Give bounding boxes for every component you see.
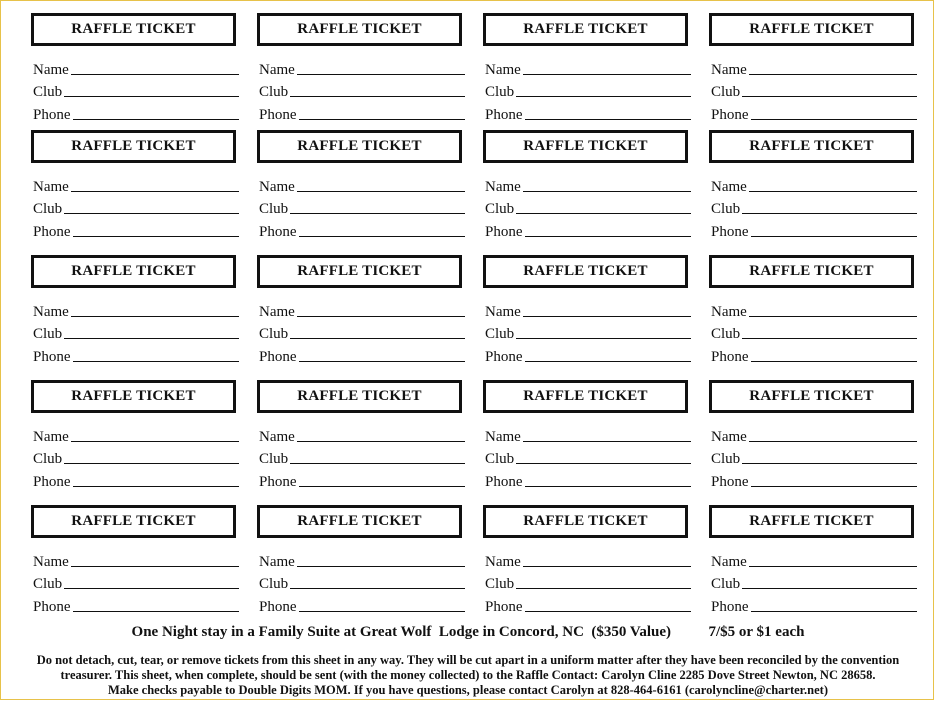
field-label: Name — [485, 554, 521, 570]
ticket-field-club[interactable] — [711, 198, 917, 218]
field-label: Name — [259, 304, 295, 320]
field-label: Club — [259, 201, 289, 217]
ticket-field-phone[interactable] — [711, 221, 917, 241]
raffle-ticket — [31, 13, 241, 125]
ticket-field-name[interactable] — [711, 176, 917, 196]
ticket-field-club[interactable] — [485, 448, 691, 468]
ticket-field-phone[interactable] — [485, 221, 691, 241]
ticket-field-name[interactable] — [485, 551, 691, 571]
field-label: Club — [711, 201, 741, 217]
field-label: Phone — [259, 224, 297, 240]
ticket-field-name[interactable] — [33, 176, 239, 196]
ticket-field-name[interactable] — [485, 176, 691, 196]
field-label: Name — [33, 429, 69, 445]
write-in-line[interactable] — [64, 463, 239, 464]
write-in-line[interactable] — [290, 96, 465, 97]
ticket-field-club[interactable] — [485, 323, 691, 343]
write-in-line[interactable] — [523, 191, 691, 192]
field-label: Club — [33, 576, 63, 592]
write-in-line[interactable] — [290, 213, 465, 214]
field-label: Phone — [711, 107, 749, 123]
ticket-title: RAFFLE TICKET — [31, 13, 236, 46]
write-in-line[interactable] — [751, 486, 918, 487]
ticket-field-phone[interactable] — [711, 346, 917, 366]
field-label: Club — [485, 84, 515, 100]
field-label: Name — [711, 179, 747, 195]
field-label: Phone — [485, 349, 523, 365]
ticket-field-phone[interactable] — [33, 471, 239, 491]
raffle-ticket — [709, 255, 919, 367]
ticket-field-phone[interactable] — [259, 596, 465, 616]
field-label: Phone — [485, 107, 523, 123]
write-in-line[interactable] — [751, 119, 918, 120]
write-in-line[interactable] — [297, 316, 465, 317]
ticket-field-club[interactable] — [485, 81, 691, 101]
ticket-field-name[interactable] — [259, 551, 465, 571]
raffle-ticket — [483, 13, 693, 125]
write-in-line[interactable] — [742, 96, 917, 97]
instructions-line-2: treasurer. This sheet, when complete, should be sent (with the money collected) to the Raffle Contact: Carolyn Cline 2285 Dove Street Newton, NC 28658. — [60, 668, 876, 682]
ticket-field-name[interactable] — [711, 301, 917, 321]
write-in-line[interactable] — [299, 119, 466, 120]
field-label: Phone — [485, 224, 523, 240]
write-in-line[interactable] — [299, 236, 466, 237]
ticket-title: RAFFLE TICKET — [31, 255, 236, 288]
field-label: Club — [259, 84, 289, 100]
raffle-ticket — [257, 380, 467, 492]
field-label: Phone — [711, 474, 749, 490]
raffle-ticket — [709, 380, 919, 492]
ticket-title: RAFFLE TICKET — [257, 380, 462, 413]
write-in-line[interactable] — [523, 566, 691, 567]
ticket-field-name[interactable] — [33, 301, 239, 321]
ticket-field-club[interactable] — [711, 573, 917, 593]
field-label: Phone — [33, 349, 71, 365]
write-in-line[interactable] — [516, 588, 691, 589]
ticket-field-name[interactable] — [485, 426, 691, 446]
field-label: Phone — [711, 599, 749, 615]
ticket-title: RAFFLE TICKET — [709, 130, 914, 163]
ticket-title: RAFFLE TICKET — [483, 380, 688, 413]
ticket-field-club[interactable] — [33, 323, 239, 343]
prize-line — [1, 624, 935, 641]
ticket-title: RAFFLE TICKET — [257, 505, 462, 538]
raffle-ticket — [257, 13, 467, 125]
ticket-title: RAFFLE TICKET — [709, 13, 914, 46]
ticket-field-club[interactable] — [33, 198, 239, 218]
ticket-field-club[interactable] — [259, 448, 465, 468]
field-label: Club — [485, 326, 515, 342]
raffle-ticket — [31, 505, 241, 617]
ticket-title: RAFFLE TICKET — [483, 130, 688, 163]
write-in-line[interactable] — [290, 463, 465, 464]
field-label: Name — [711, 62, 747, 78]
field-label: Phone — [711, 349, 749, 365]
field-label: Club — [711, 326, 741, 342]
ticket-field-phone[interactable] — [259, 346, 465, 366]
write-in-line[interactable] — [71, 441, 239, 442]
write-in-line[interactable] — [516, 213, 691, 214]
write-in-line[interactable] — [742, 463, 917, 464]
write-in-line[interactable] — [742, 213, 917, 214]
ticket-field-name[interactable] — [259, 301, 465, 321]
ticket-field-club[interactable] — [259, 81, 465, 101]
ticket-title: RAFFLE TICKET — [709, 380, 914, 413]
ticket-field-phone[interactable] — [485, 596, 691, 616]
field-label: Club — [33, 84, 63, 100]
ticket-title: RAFFLE TICKET — [31, 505, 236, 538]
field-label: Club — [485, 201, 515, 217]
ticket-field-club[interactable] — [711, 81, 917, 101]
write-in-line[interactable] — [749, 316, 917, 317]
ticket-field-phone[interactable] — [711, 596, 917, 616]
write-in-line[interactable] — [516, 96, 691, 97]
write-in-line[interactable] — [71, 191, 239, 192]
field-label: Club — [33, 326, 63, 342]
write-in-line[interactable] — [64, 96, 239, 97]
field-label: Phone — [33, 107, 71, 123]
ticket-title: RAFFLE TICKET — [709, 255, 914, 288]
write-in-line[interactable] — [299, 361, 466, 362]
field-label: Name — [259, 429, 295, 445]
ticket-title: RAFFLE TICKET — [257, 130, 462, 163]
write-in-line[interactable] — [525, 361, 692, 362]
ticket-field-club[interactable] — [485, 198, 691, 218]
ticket-field-phone[interactable] — [33, 346, 239, 366]
ticket-field-club[interactable] — [259, 323, 465, 343]
write-in-line[interactable] — [749, 74, 917, 75]
raffle-ticket — [709, 505, 919, 617]
raffle-ticket — [483, 505, 693, 617]
write-in-line[interactable] — [751, 361, 918, 362]
field-label: Phone — [33, 224, 71, 240]
field-label: Phone — [711, 224, 749, 240]
raffle-ticket — [709, 13, 919, 125]
ticket-field-phone[interactable] — [711, 104, 917, 124]
write-in-line[interactable] — [73, 361, 240, 362]
field-label: Phone — [485, 599, 523, 615]
ticket-field-club[interactable] — [259, 198, 465, 218]
ticket-field-phone[interactable] — [33, 221, 239, 241]
write-in-line[interactable] — [297, 74, 465, 75]
field-label: Club — [259, 451, 289, 467]
ticket-title: RAFFLE TICKET — [483, 255, 688, 288]
ticket-title: RAFFLE TICKET — [257, 13, 462, 46]
field-label: Phone — [33, 599, 71, 615]
field-label: Name — [485, 179, 521, 195]
write-in-line[interactable] — [299, 486, 466, 487]
ticket-field-name[interactable] — [33, 426, 239, 446]
ticket-field-club[interactable] — [485, 573, 691, 593]
write-in-line[interactable] — [297, 566, 465, 567]
write-in-line[interactable] — [525, 611, 692, 612]
ticket-field-club[interactable] — [711, 448, 917, 468]
raffle-ticket — [483, 255, 693, 367]
write-in-line[interactable] — [290, 338, 465, 339]
raffle-ticket — [709, 130, 919, 242]
write-in-line[interactable] — [742, 338, 917, 339]
field-label: Name — [711, 304, 747, 320]
ticket-field-club[interactable] — [33, 448, 239, 468]
write-in-line[interactable] — [64, 588, 239, 589]
write-in-line[interactable] — [751, 236, 918, 237]
ticket-field-phone[interactable] — [259, 471, 465, 491]
ticket-field-club[interactable] — [33, 573, 239, 593]
instructions-line-3: Make checks payable to Double Digits MOM. If you have questions, please contact Carolyn at 828-464-6161 (carolyncline@charter.net) — [107, 683, 829, 697]
field-label: Name — [711, 429, 747, 445]
raffle-ticket — [257, 255, 467, 367]
field-label: Name — [33, 304, 69, 320]
ticket-title: RAFFLE TICKET — [31, 380, 236, 413]
write-in-line[interactable] — [749, 191, 917, 192]
field-label: Club — [711, 84, 741, 100]
field-label: Phone — [485, 474, 523, 490]
ticket-field-club[interactable] — [711, 323, 917, 343]
ticket-title: RAFFLE TICKET — [483, 505, 688, 538]
field-label: Club — [259, 326, 289, 342]
write-in-line[interactable] — [71, 566, 239, 567]
raffle-ticket — [483, 380, 693, 492]
write-in-line[interactable] — [523, 441, 691, 442]
ticket-title: RAFFLE TICKET — [709, 505, 914, 538]
field-label: Phone — [259, 349, 297, 365]
field-label: Name — [259, 554, 295, 570]
write-in-line[interactable] — [749, 566, 917, 567]
write-in-line[interactable] — [71, 316, 239, 317]
field-label: Club — [33, 451, 63, 467]
write-in-line[interactable] — [297, 191, 465, 192]
write-in-line[interactable] — [525, 119, 692, 120]
ticket-field-name[interactable] — [711, 551, 917, 571]
write-in-line[interactable] — [742, 588, 917, 589]
field-label: Name — [485, 304, 521, 320]
write-in-line[interactable] — [64, 338, 239, 339]
ticket-field-name[interactable] — [259, 59, 465, 79]
raffle-ticket — [257, 130, 467, 242]
ticket-title: RAFFLE TICKET — [483, 13, 688, 46]
prize-description: One Night stay in a Family Suite at Great Wolf Lodge in Concord, NC ($350 Value) — [131, 624, 671, 640]
ticket-price: 7/$5 or $1 each — [708, 624, 805, 640]
field-label: Name — [711, 554, 747, 570]
ticket-field-name[interactable] — [259, 176, 465, 196]
ticket-field-phone[interactable] — [485, 346, 691, 366]
write-in-line[interactable] — [525, 236, 692, 237]
write-in-line[interactable] — [525, 486, 692, 487]
field-label: Club — [711, 576, 741, 592]
ticket-field-name[interactable] — [259, 426, 465, 446]
write-in-line[interactable] — [299, 611, 466, 612]
write-in-line[interactable] — [73, 486, 240, 487]
field-label: Phone — [259, 474, 297, 490]
write-in-line[interactable] — [71, 74, 239, 75]
field-label: Club — [485, 451, 515, 467]
ticket-field-phone[interactable] — [711, 471, 917, 491]
ticket-field-phone[interactable] — [259, 221, 465, 241]
ticket-field-name[interactable] — [33, 59, 239, 79]
instructions-line-1: Do not detach, cut, tear, or remove tickets from this sheet in any way. They will be cut apart in a uniform matter after they have been reconciled by the convention — [36, 653, 900, 667]
write-in-line[interactable] — [749, 441, 917, 442]
field-label: Name — [33, 179, 69, 195]
ticket-field-club[interactable] — [33, 81, 239, 101]
ticket-field-club[interactable] — [259, 573, 465, 593]
field-label: Club — [33, 201, 63, 217]
raffle-ticket — [257, 505, 467, 617]
ticket-field-name[interactable] — [485, 301, 691, 321]
field-label: Name — [259, 62, 295, 78]
raffle-ticket — [31, 255, 241, 367]
write-in-line[interactable] — [73, 119, 240, 120]
raffle-ticket — [31, 130, 241, 242]
ticket-field-name[interactable] — [711, 59, 917, 79]
field-label: Name — [485, 62, 521, 78]
ticket-field-name[interactable] — [485, 59, 691, 79]
write-in-line[interactable] — [516, 338, 691, 339]
write-in-line[interactable] — [516, 463, 691, 464]
write-in-line[interactable] — [73, 611, 240, 612]
ticket-field-phone[interactable] — [485, 471, 691, 491]
ticket-field-phone[interactable] — [259, 104, 465, 124]
ticket-field-name[interactable] — [711, 426, 917, 446]
field-label: Phone — [259, 599, 297, 615]
ticket-field-name[interactable] — [33, 551, 239, 571]
write-in-line[interactable] — [523, 74, 691, 75]
field-label: Name — [259, 179, 295, 195]
field-label: Phone — [259, 107, 297, 123]
field-label: Name — [33, 554, 69, 570]
write-in-line[interactable] — [751, 611, 918, 612]
write-in-line[interactable] — [73, 236, 240, 237]
field-label: Name — [33, 62, 69, 78]
ticket-field-phone[interactable] — [33, 104, 239, 124]
ticket-title: RAFFLE TICKET — [31, 130, 236, 163]
ticket-title: RAFFLE TICKET — [257, 255, 462, 288]
field-label: Phone — [33, 474, 71, 490]
field-label: Club — [711, 451, 741, 467]
raffle-ticket — [31, 380, 241, 492]
write-in-line[interactable] — [297, 441, 465, 442]
write-in-line[interactable] — [523, 316, 691, 317]
write-in-line[interactable] — [64, 213, 239, 214]
field-label: Club — [485, 576, 515, 592]
field-label: Club — [259, 576, 289, 592]
raffle-ticket — [483, 130, 693, 242]
write-in-line[interactable] — [290, 588, 465, 589]
field-label: Name — [485, 429, 521, 445]
ticket-field-phone[interactable] — [485, 104, 691, 124]
ticket-field-phone[interactable] — [33, 596, 239, 616]
